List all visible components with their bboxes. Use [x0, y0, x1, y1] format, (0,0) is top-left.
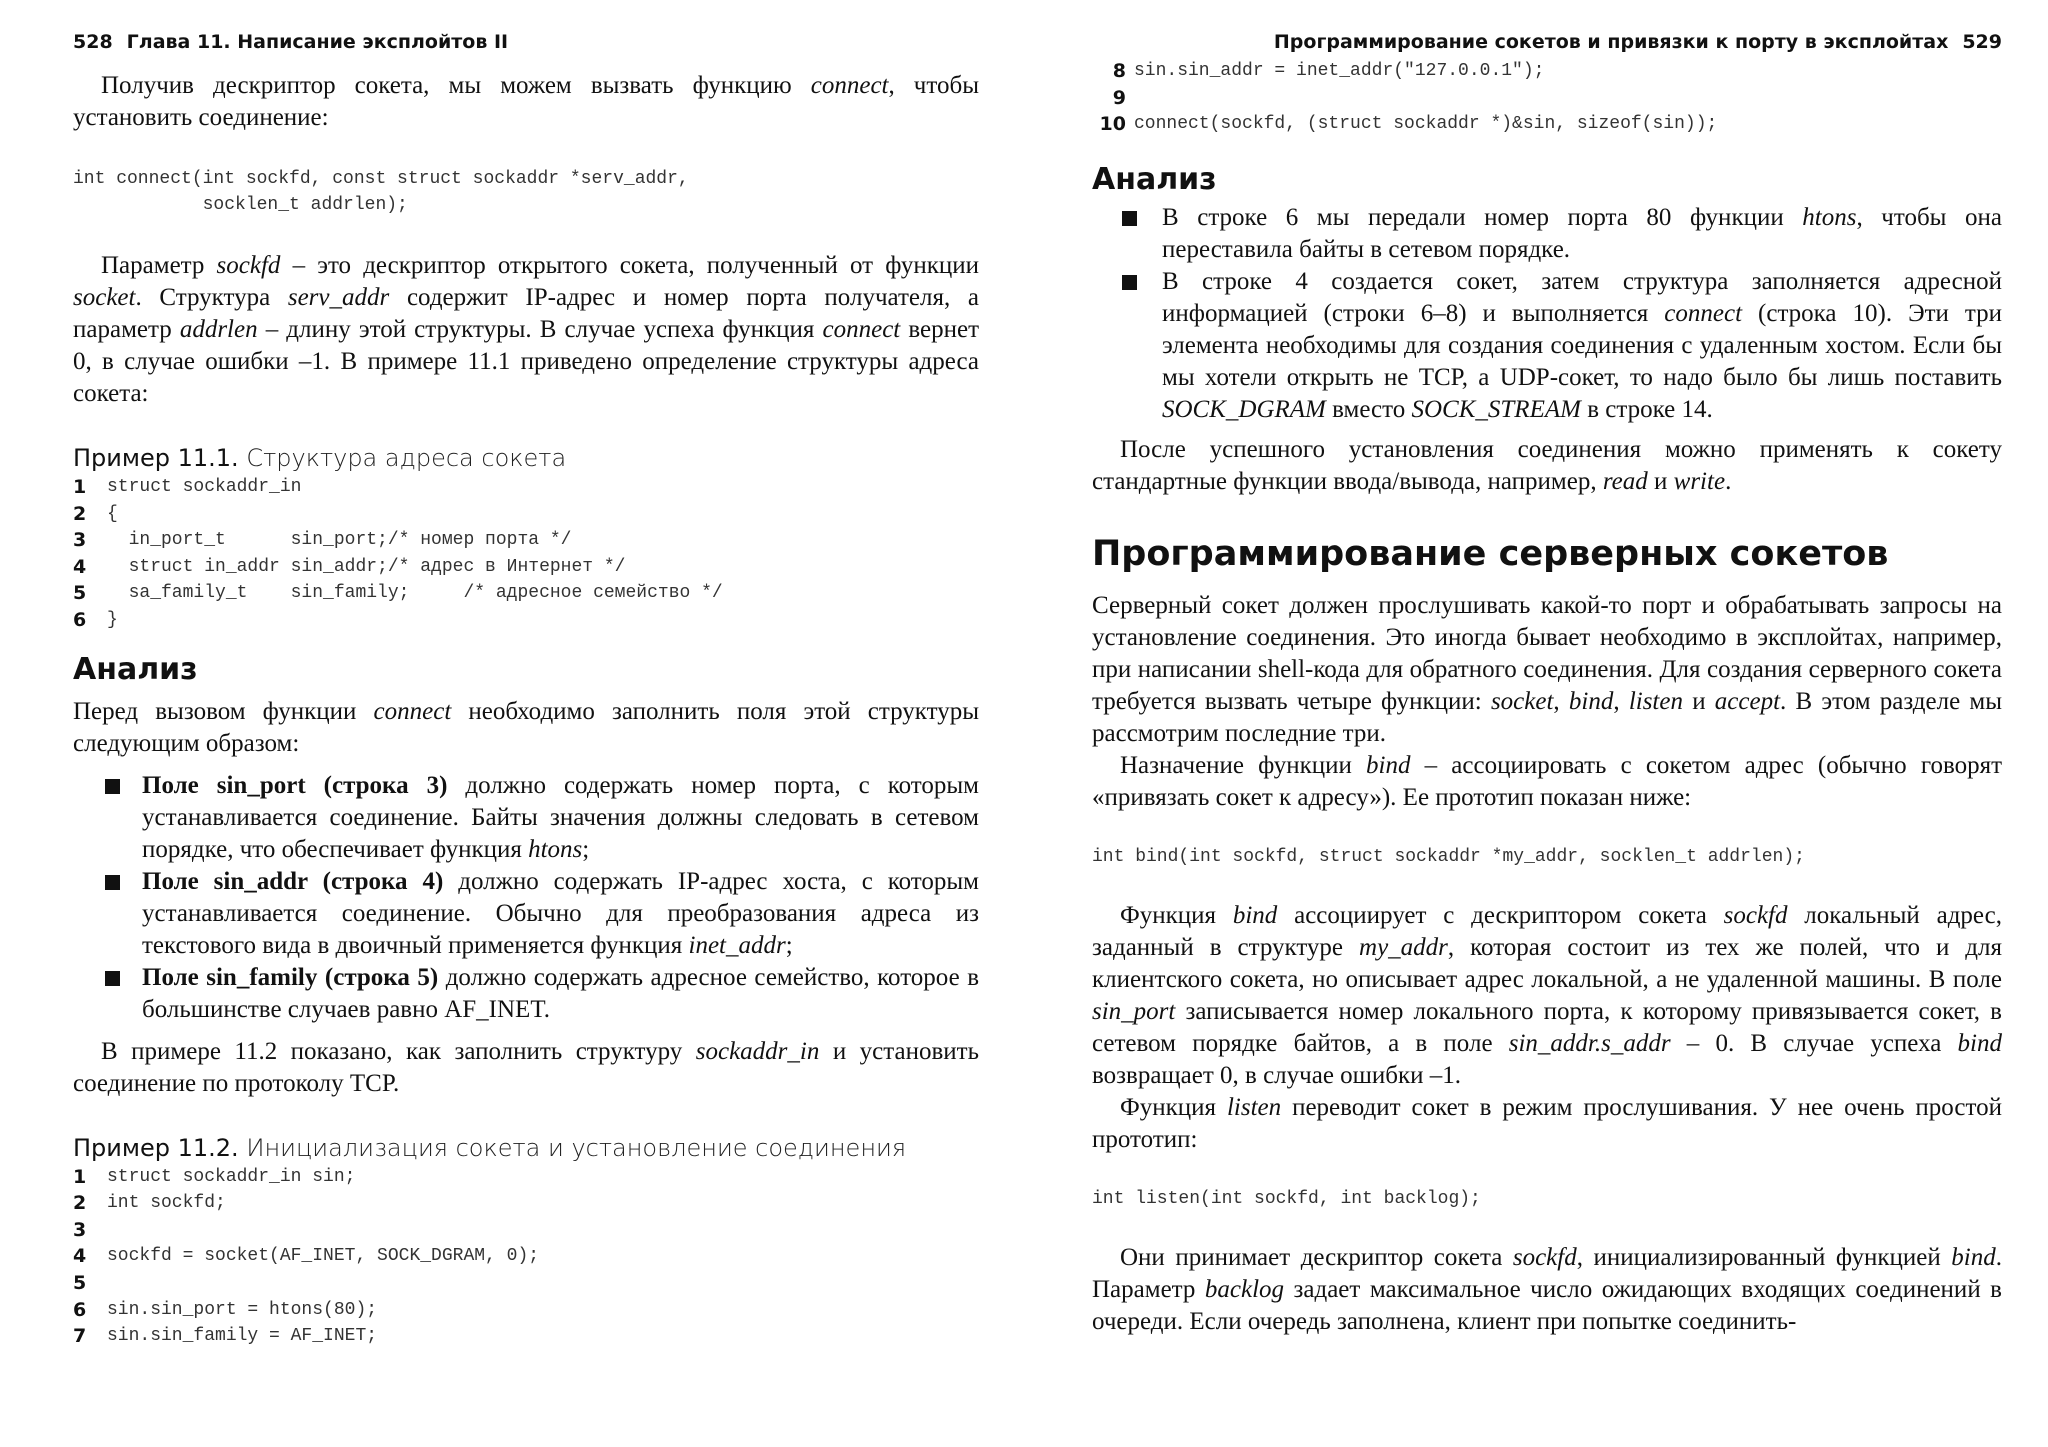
listing-row: 8 sin.sin_addr = inet_addr("127.0.0.1");: [1112, 60, 1545, 82]
listing-row: 5: [73, 1271, 87, 1294]
paragraph: Параметр sockfd – это дескриптор открытого сокета, полученный от функции socket. Структура serv_addr содержит IP-адрес и номер порта получателя, а параметр addrlen – длину этой структуры. В случае успеха функция connect вернет 0, в случае ошибки –1. В примере 11.1 приведено определение структуры адреса сокета:: [73, 252, 980, 407]
code-connect-prototype: [73, 166, 979, 218]
listing-row: 2 int sockfd;: [73, 1192, 226, 1215]
section-heading: Программирование серверных сокетов: [1092, 533, 1889, 574]
list-item: Поле sin_family (строка 5) должно содержать адресное семейство, которое в большинстве случаев равно AF_INET.: [73, 962, 979, 1026]
listing-row: 1 struct sockaddr_in: [73, 476, 302, 498]
left-page: [73, 28, 979, 1350]
paragraph: Получив дескриптор сокета, мы можем вызвать функцию connect, чтобы установить соединение:: [73, 72, 979, 131]
paragraph: Функция bind ассоциирует с дескриптором сокета sockfd локальный адрес, заданный в структуре my_addr, которая состоит из тех же полей, что и для клиентского сокета, но описывает адрес локальной, а не удаленной машины. В поле sin_port записывается номер локального порта, к которому привязывается сокет, в сетевом порядке байтов, а в поле sin_addr.s_addr – 0. В случае успеха bind возвращает 0, в случае ошибки –1.: [1092, 901, 2003, 1089]
listing-row: 3 in_port_t sin_port;/* номер порта */: [73, 529, 572, 552]
paragraph: Серверный сокет должен прослушивать какой-то порт и обрабатывать запросы на установление соединения. Это иногда бывает необходимо в эксплойтах, например, при написании shell-кода для обратного соединения. Для создания серверного сокета требуется вызвать четыре функции: socket, bind, listen и accept. В этом разделе мы рассмотрим последние три.: [1092, 591, 2003, 747]
paragraph: Они принимает дескриптор сокета sockfd, инициализированный функцией bind. Параметр backlog задает максимальное число ожидающих входящих соединений в очереди. Если очередь заполнена, клиент при попытке соединить-: [1092, 1243, 2002, 1335]
listing-row: 9: [1112, 86, 1126, 109]
paragraph: Функция listen переводит сокет в режим прослушивания. У нее очень простой прототип:: [1092, 1093, 2002, 1153]
code-line: socklen_t addrlen);: [73, 195, 408, 215]
listing-row: 7 sin.sin_family = AF_INET;: [73, 1325, 378, 1348]
listing-row: 2 {: [73, 502, 118, 525]
running-head-right: [1092, 28, 2002, 56]
paragraph: Перед вызовом функции connect необходимо заполнить поля этой структуры следующим образом:: [73, 697, 979, 757]
example-title: Пример 11.1. Структура адреса сокета: [73, 444, 567, 472]
analysis-heading: Анализ: [1092, 161, 1217, 197]
paragraph: После успешного установления соединения можно применять к сокету стандартные функции ввода/вывода, например, read и write.: [1092, 435, 2002, 495]
example-title: Пример 11.2. Инициализация сокета и установление соединения: [73, 1133, 907, 1162]
paragraph: Назначение функции bind – ассоциировать с сокетом адрес (обычно говорят «привязать сокет к адресу»). Ее прототип показан ниже:: [1092, 751, 2003, 811]
page-number: 528: [73, 31, 113, 53]
listing-row: 4 struct in_addr sin_addr;/* адрес в Интернет */: [73, 555, 626, 578]
bullet-square-icon: [105, 779, 120, 794]
list-item: В строке 6 мы передали номер порта 80 функции htons, чтобы она переставила байты в сетевом порядке.: [1092, 202, 2002, 266]
section-running-title: Программирование сокетов и привязки к порту в эксплойтах: [1273, 31, 1949, 53]
bullet-square-icon: [1122, 275, 1137, 290]
bullet-list: [1092, 202, 2002, 426]
listing-row: 3: [73, 1218, 87, 1241]
listing-row: 10 connect(sockfd, (struct sockaddr *)&sin, sizeof(sin));: [1099, 113, 1718, 136]
bullet-list: [73, 770, 979, 1026]
listing-row: 1 struct sockaddr_in sin;: [73, 1165, 356, 1188]
code-listing-example-2: [73, 1164, 979, 1350]
listing-row: 4 sockfd = socket(AF_INET, SOCK_DGRAM, 0);: [73, 1245, 540, 1268]
bullet-square-icon: [105, 875, 120, 890]
code-listing-continued: [1092, 58, 2002, 138]
page-number: 529: [1962, 31, 2002, 53]
running-head-left: [73, 28, 979, 56]
paragraph: В примере 11.2 показано, как заполнить структуру sockaddr_in и установить соединение по протоколу TCP.: [73, 1037, 979, 1097]
analysis-heading: Анализ: [73, 651, 198, 687]
listing-row: 6 }: [73, 608, 118, 631]
listing-row: 6 sin.sin_port = htons(80);: [73, 1298, 378, 1321]
bullet-square-icon: [105, 971, 120, 986]
right-page: [1092, 28, 2002, 1338]
list-item: Поле sin_addr (строка 4) должно содержать IP-адрес хоста, с которым устанавливается соединение. Обычно для преобразования адреса из текстового вида в двоичный применяется функция inet_addr;: [73, 866, 979, 962]
code-listing-example-1: [73, 474, 979, 634]
list-item: В строке 4 создается сокет, затем структура заполняется адресной информацией (строки 6–8) и выполняется connect (строка 10). Эти три элемента необходимы для создания соединения с удаленным хостом. Если бы мы хотели открыть не TCP, а UDP-сокет, то надо было бы лишь поставить SOCK_DGRAM вместо SOCK_STREAM в строке 14.: [1092, 266, 2002, 426]
bullet-square-icon: [1122, 211, 1137, 226]
code-line: int connect(int sockfd, const struct sockaddr *serv_addr,: [73, 169, 689, 189]
chapter-title: Глава 11. Написание эксплойтов II: [126, 31, 509, 53]
listing-row: 5 sa_family_t sin_family; /* адресное семейство */: [73, 582, 723, 605]
code-bind-prototype: int bind(int sockfd, struct sockaddr *my_addr, socklen_t addrlen);: [1092, 846, 1805, 867]
list-item: Поле sin_port (строка 3) должно содержать номер порта, с которым устанавливается соединение. Байты значения должны следовать в сетевом порядке, что обеспечивает функция htons;: [73, 770, 979, 866]
code-listen-prototype: int listen(int sockfd, int backlog);: [1092, 1188, 1481, 1209]
